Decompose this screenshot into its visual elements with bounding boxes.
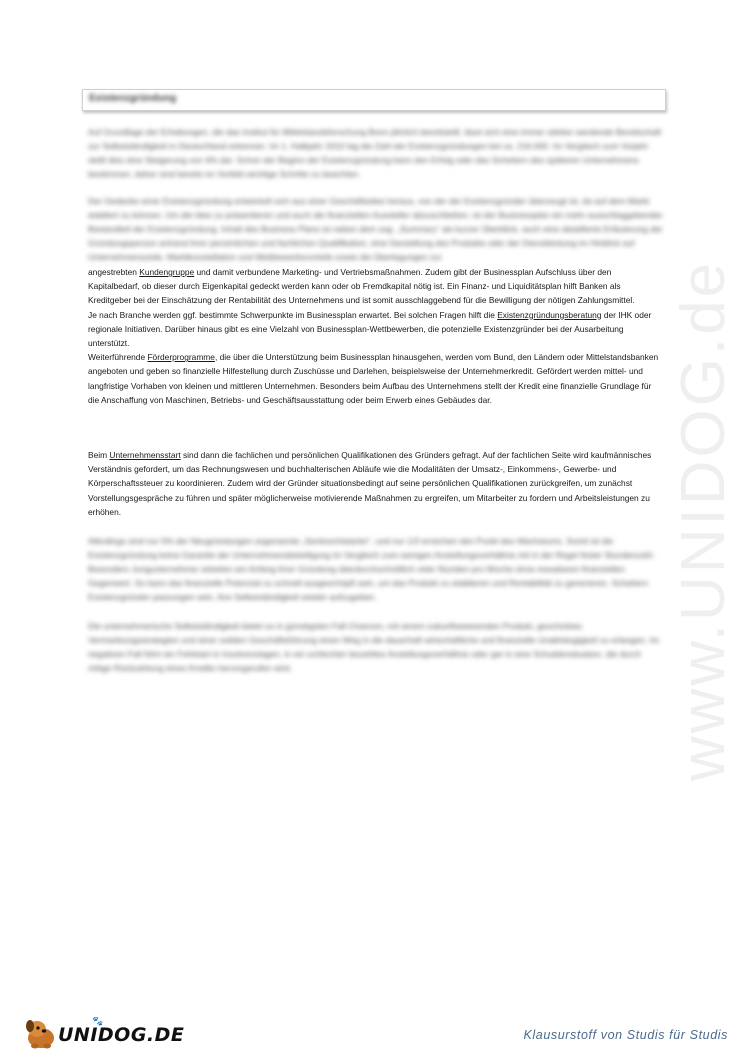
logo-wordmark: UNIDOG.DE — [58, 1024, 185, 1046]
link-existenzgruendungsberatung[interactable]: Existenzgründungsberatung — [497, 309, 602, 320]
paragraph-kundengruppe — [88, 265, 664, 308]
text: angestrebten — [88, 267, 140, 277]
section-title-box — [82, 89, 666, 111]
text: der IHK oder regionale Initiativen. Darüber hinaus gibt es eine Vielzahl von Businessplan-Wettbewerben, die potenzielle Existenzgründer bei der Ausarbeitung unterstützt. — [88, 309, 652, 349]
link-foerderprogramme[interactable]: Förderprogramme — [147, 352, 215, 363]
blurred-paragraph-4: Die unternehmerische Selbstständigkeit bietet so in günstigsten Fall Chancen, mit einem zukunftsweisenden Produkt, geschicktes Vermarktungsstrategien und einer soliden Geschäftsführung einen Weg in die dauerhaft wirtschaftliche und finanzielle Unabhängigkeit zu erlangen. Im negativen Fall führt ein Fehlstart in Insolvenzlagen, in ein schlechter bezahltes Anstellungsverhältnis oder gar in eine Schuldensituation, die durch nötige Rückzahlung eines Kredits hervorgerufen wird. — [88, 621, 660, 673]
paragraph-unternehmensstart — [88, 448, 664, 519]
paw-prints-icon: 🐾 — [92, 1016, 104, 1026]
text: Weiterführende — [88, 352, 148, 363]
text: sind dann die fachlichen und persönlichen Qualifikationen des Gründers gefragt. Auf der fachlichen Seite wird kaufmännisches Verständnis gefordert, um das Rechnungswesen und buchhalterischen Abläufe wie die Modalitäten der Umsatz-, Einkommens-, Gewerbe- und Körperschaftssteuer zu koordinieren. Zudem wird der Gründer situationsbedingt auf seine persönlichen Qualifikationen zurückgreifen, um zunächst Vorstellungsgespräche zu führen und später möglicherweise motivierende Maßnahmen zu ergreifen, um Mitarbeiter zu fordern und Arbeitsleistungen zu erhöhen. — [88, 450, 652, 517]
clear-text-block-2 — [88, 448, 664, 519]
text: und damit verbundene Marketing- und Vertriebsmaßnahmen. Zudem gibt der Businessplan Aufschluss über den Kapitalbedarf, ob dieser durch Eigenkapital gedeckt werden kann oder ob Fremdkapital nötig ist. Ein Finanz- und Liquiditätsplan hilft Banken als Kreditgeber bei der Einschätzung der Rentabilität des Unternehmens und ist somit ausschlaggebend für die Bewilligung der nötigen Zahlungsmittel. — [88, 267, 635, 306]
link-unternehmensstart[interactable]: Unternehmensstart — [109, 450, 181, 460]
dog-mascot-icon — [22, 1016, 60, 1050]
blurred-paragraph-3: Allerdings sind nur 5% der Neugründungen sogenannte „Senkrechtstarter“, und nur 1/3 erreichen den Punkt des Wachstums. Somit ist die Existenzgründung keine Garantie der Unternehmensbeteiligung im Vergleich zum wenigen Anstellungsverhältnis mit in der Regel fester Stundenzahl. Besonders Jungunternehmer arbeiten am Anfang ihrer Gründung überdurchschnittlich viele Stunden pro Woche ohne messbaren finanziellen Gegenwert. So kann das finanzielle Potenzial zu schnell ausgeschöpft sein, um das Produkt zu etablieren und Rentabilität zu generieren. Scheitern Existenzgründer passungen sein, ihre Selbstständigkeit wieder aufzugeben. — [88, 536, 655, 602]
text: Beim — [88, 450, 110, 460]
text: , die über die Unterstützung beim Businessplan hinausgehen, werden vom Bund, den Ländern oder Mittelstandsbanken angeboten und geben so finanzielle Hilfestellung durch Zuschüsse und Darlehen, beispielsweise der Unternehmerkredit. Gefördert werden mittel- und langfristige Vorhaben von kleinen und mittleren Unternehmen. Besonders beim Aufbau des Unternehmens stellt der Kredit eine finanzielle Grundlage für die Anschaffung von Maschinen, Betriebs- und Geschäftsausstattung oder beim Erwerb eines Gebäudes dar. — [88, 352, 659, 405]
paragraph-branche — [88, 308, 664, 351]
watermark-text: www.UNIDOG.de — [669, 259, 739, 781]
blurred-paragraph-2: Der Gedanke einer Existenzgründung entwickelt sich aus einer Geschäftsidee heraus, von der der Existenzgründer überzeugt ist, da auf dem Markt etabliert zu können. Um die Idee zu präsentieren und auch die finanziellen Aussteller abzuschließen, ist der Businessplan ein mehr ausschlaggebender Bestandteil der Existenzgründung. Inhalt des Business Plans ist neben dem sog. „Summary“ als kurzer Überblick, auch eine detaillierte Erläuterung der Gründungsperson anhand ihrer persönlichen und fachlichen Qualifikation, eine Darstellung des Produkts oder der Dienstleistung im Hinblick auf Unternehmensziele, Marktkonstellation und Wettbewerbsvorteile sowie die Überlegungen zur — [88, 196, 663, 262]
clear-text-block-1 — [88, 265, 664, 407]
watermark — [664, 260, 744, 780]
section-title: Existenzgründung — [89, 93, 177, 104]
link-kundengruppe[interactable]: Kundengruppe — [139, 267, 195, 277]
footer-tagline: Klausurstoff von Studis für Studis — [523, 1028, 728, 1042]
paragraph-foerderprogramme — [88, 350, 664, 407]
unidog-logo[interactable] — [22, 1016, 185, 1052]
blurred-paragraph-1: Auf Grundlage der Erhebungen, die das Institut für Mittelstandsforschung Bonn jährlich bereitstellt, lässt sich eine immer stärker werdende Bereitschaft zur Selbstständigkeit in Deutschland erkennen. Im 1. Halbjahr 2010 lag die Zahl der Existenzgründungen bei ca. 216.000. Im Vergleich zum Vorjahr stellt dies eine Steigerung von 4% dar. Schon der Beginn der Existenzgründung kann den Erfolg oder das Scheitern des späteren Unternehmens bestimmen, daher sind bereits im Vorfeld wichtige Schritte zu beachten. — [88, 127, 662, 179]
text: Je nach Branche werden ggf. bestimmte Schwerpunkte im Businessplan erwartet. Bei solchen Fragen hilft die — [88, 309, 498, 320]
